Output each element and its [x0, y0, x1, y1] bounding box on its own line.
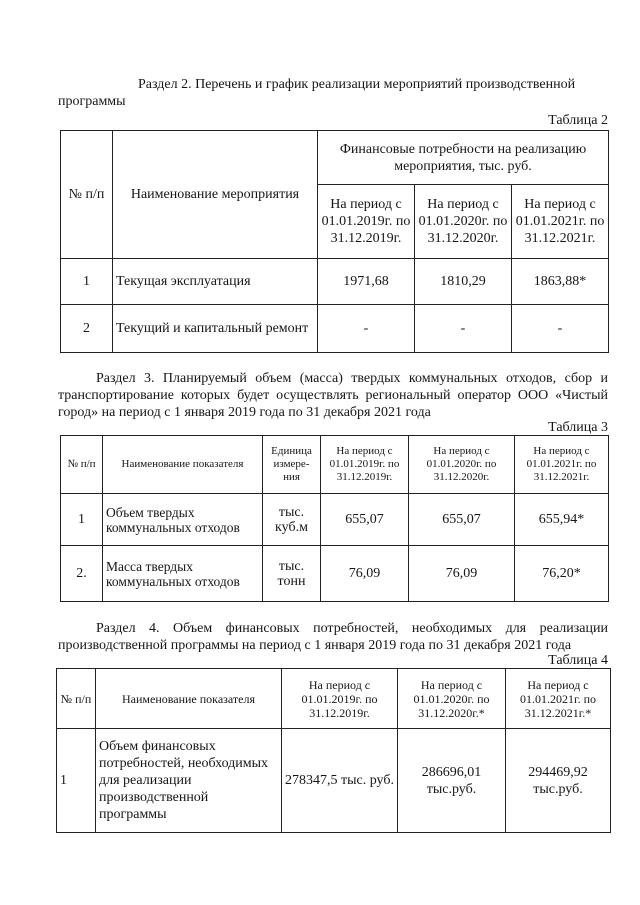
table3-caption: Таблица 3: [548, 420, 608, 435]
table3-row2-value-2021: 76,20*: [515, 546, 609, 602]
section3-heading: [58, 370, 608, 421]
table4-header-num: № п/п: [57, 669, 96, 729]
table-row: [61, 494, 609, 546]
table4-row1-num: 1: [57, 729, 96, 833]
table4-header-period-2019: На период с 01.01.2019г. по 31.12.2019г.: [282, 669, 398, 729]
table4-caption: Таблица 4: [548, 653, 608, 668]
table3-header-name: Наименование показателя: [103, 436, 263, 494]
table3-header-period-2021: На период с 01.01.2021г. по 31.12.2021г.: [515, 436, 609, 494]
section4-heading-text: Раздел 4. Объем финансовых потребностей, необходимых для реализации производственной программы на период с 1 января 2019 года по 31 декабря 2021 года: [58, 621, 608, 653]
table4-header-name: Наименование показателя: [96, 669, 282, 729]
table4-row1-value-2019: 278347,5 тыс. руб.: [282, 729, 398, 833]
section3-heading-text: Раздел 3. Планируемый объем (масса) твердых коммунальных отходов, сбор и транспортирование которых будет осуществлять региональный оператор ООО «Чистый город» на период с 1 января 2019 года по 31 декабря 2021 года: [58, 371, 608, 420]
table2-header-period-2020: На период с 01.01.2020г. по 31.12.2020г.: [415, 185, 512, 259]
table-row: [61, 259, 609, 305]
table2-header-period-2019: На период с 01.01.2019г. по 31.12.2019г.: [318, 185, 415, 259]
table2-row2-value-2019: -: [318, 305, 415, 353]
table3-row2-value-2020: 76,09: [409, 546, 515, 602]
table3-row2-name: Масса твердых коммунальных отходов: [103, 546, 263, 602]
table2-row2-num: 2: [61, 305, 113, 353]
section2-heading-line1: Раздел 2. Перечень и график реализации мероприятий производственной: [138, 77, 576, 92]
table-row: [61, 305, 609, 353]
table3: [60, 435, 609, 602]
table3-row1-value-2021: 655,94*: [515, 494, 609, 546]
table2-row1-value-2021: 1863,88*: [512, 259, 609, 305]
table2-caption: Таблица 2: [548, 113, 608, 128]
table4-header-period-2021: На период с 01.01.2021г. по 31.12.2021г.*: [506, 669, 611, 729]
table2-header-group: Финансовые потребности на реализацию мероприятия, тыс. руб.: [318, 131, 609, 185]
table4-row1-value-2020: 286696,01 тыс.руб.: [398, 729, 506, 833]
table2-row1-value-2020: 1810,29: [415, 259, 512, 305]
table3-row2-num: 2.: [61, 546, 103, 602]
table2-row1-name: Текущая эксплуатация: [113, 259, 318, 305]
table2-header-period-2021: На период с 01.01.2021г. по 31.12.2021г.: [512, 185, 609, 259]
table2-row2-value-2021: -: [512, 305, 609, 353]
table2-header-name: Наименование мероприятия: [113, 131, 318, 259]
table3-row1-value-2019: 655,07: [321, 494, 409, 546]
table2-row2-name: Текущий и капитальный ремонт: [113, 305, 318, 353]
table3-row1-num: 1: [61, 494, 103, 546]
table3-row2-value-2019: 76,09: [321, 546, 409, 602]
table2-row1-value-2019: 1971,68: [318, 259, 415, 305]
table-row: [57, 729, 611, 833]
table3-row1-name: Объем твердых коммунальных отходов: [103, 494, 263, 546]
table3-header-num: № п/п: [61, 436, 103, 494]
table2: [60, 130, 609, 353]
table-row: [61, 546, 609, 602]
table3-header-period-2020: На период с 01.01.2020г. по 31.12.2020г.: [409, 436, 515, 494]
table2-header-num: № п/п: [61, 131, 113, 259]
table3-row1-value-2020: 655,07: [409, 494, 515, 546]
section4-heading: [58, 620, 608, 654]
table3-row2-unit: тыс. тонн: [263, 546, 321, 602]
table3-header-period-2019: На период с 01.01.2019г. по 31.12.2019г.: [321, 436, 409, 494]
table4-row1-name: Объем финансовых потребностей, необходимых для реализации производственной программы: [96, 729, 282, 833]
table4-row1-value-2021: 294469,92 тыс.руб.: [506, 729, 611, 833]
table4: [56, 668, 611, 833]
section2-heading: [58, 76, 608, 110]
table2-row1-num: 1: [61, 259, 113, 305]
table2-row2-value-2020: -: [415, 305, 512, 353]
table3-row1-unit: тыс. куб.м: [263, 494, 321, 546]
table4-header-period-2020: На период с 01.01.2020г. по 31.12.2020г.*: [398, 669, 506, 729]
section2-heading-line2: программы: [58, 94, 126, 109]
table3-header-unit: Единица измере-ния: [263, 436, 321, 494]
